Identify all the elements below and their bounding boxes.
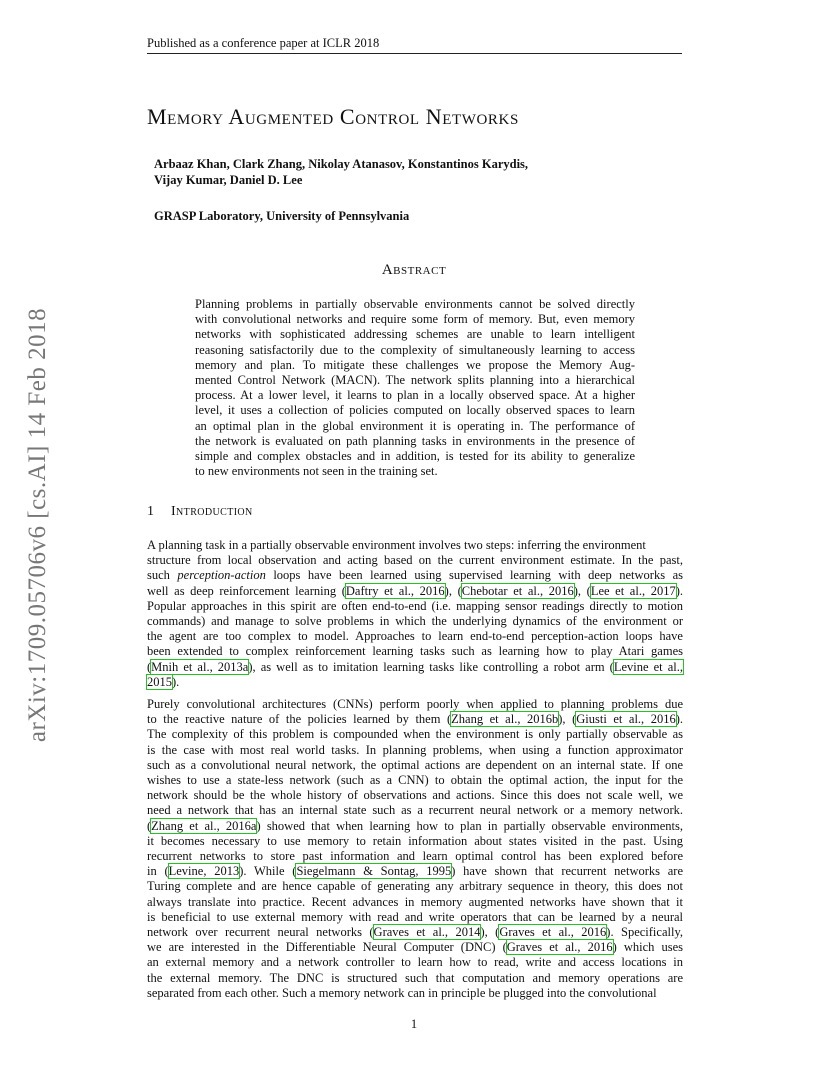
text-line: in (Levine, 2013). While (Siegelmann & Sontag, 1995) have shown that recurrent networks are [147, 864, 683, 879]
text-line: separated from each other. Such a memory network can in principle be plugged into the convolutional [147, 985, 657, 1000]
citation-link[interactable]: Siegelmann & Sontag, 1995 [296, 864, 452, 879]
text-line: need a network that has an internal state such as a recurrent neural network or a memory network. [147, 803, 683, 818]
abstract-line: simple and complex obstacles and in addition, is tested for its ability to generalize [195, 449, 635, 464]
section-title: Introduction [171, 504, 253, 519]
citation-link[interactable]: Giusti et al., 2016 [576, 712, 676, 727]
text-line: wishes to use a state-less network (such as a CNN) to obtain the optimal action, the input for the [147, 773, 683, 788]
text-line: is the case with most real world tasks. In planning problems, when using a function approximator [147, 742, 683, 757]
text-line: (Zhang et al., 2016a) showed that when learning how to plan in partially observable environments, [147, 818, 683, 833]
header-rule [147, 53, 682, 54]
text-line: Turing complete and are hence capable of generating any arbitrary sequence in theory, this does not [147, 879, 683, 894]
text-line: it becomes necessary to use memory to retain information about states visited in the past. Using [147, 833, 683, 848]
text-line: the agent are too complex to model. Approaches to learn end-to-end perception-action loops have [147, 629, 683, 644]
citation-link[interactable]: Graves et al., 2016 [499, 925, 607, 940]
text-line: commands) and manage to solve problems in which the underlying dynamics of the environment or [147, 614, 683, 629]
text-line: always translate into practice. Recent advances in memory augmented networks have shown that it [147, 894, 683, 909]
abstract-line: the network is evaluated on path planning tasks in environments in the presence of [195, 433, 635, 448]
abstract-heading: Abstract [381, 262, 447, 278]
paper-title: Memory Augmented Control Networks [147, 104, 519, 129]
text-line: to the reactive nature of the policies learned by them (Zhang et al., 2016b), (Giusti et al., 2016). [147, 712, 684, 727]
section-heading [147, 504, 253, 520]
text-line: we are interested in the Differentiable Neural Computer (DNC) (Graves et al., 2016) which uses [147, 940, 683, 955]
citation-link[interactable]: Graves et al., 2014 [373, 925, 481, 940]
abstract-line: memory and plan. To mitigate these challenges we propose the Memory Aug- [195, 357, 635, 372]
text-line: 2015). [147, 674, 180, 689]
text-line: such as a convolutional neural network, the optimal actions are dependent on an internal state. If one [147, 757, 683, 772]
citation-link[interactable]: Mnih et al., 2013a [151, 659, 249, 674]
text-line: been extended to complex reinforcement learning tasks such as learning how to play Atari games [147, 644, 683, 659]
citation-link[interactable]: Zhang et al., 2016a [151, 818, 257, 833]
text-line: recurrent networks to store past information and learn optimal control has been explored before [147, 849, 683, 864]
text-line: Purely convolutional architectures (CNNs) perform poorly when applied to planning problems due [147, 697, 683, 711]
citation-link[interactable]: Daftry et al., 2016 [345, 583, 445, 598]
author-line: Vijay Kumar, Daniel D. Lee [154, 173, 303, 187]
text-line: A planning task in a partially observable environment involves two steps: inferring the environment [147, 538, 646, 552]
citation-link[interactable]: Chebotar et al., 2016 [461, 583, 574, 598]
abstract-line: networks with sophisticated addressing schemes are unable to learn intelligent [195, 327, 635, 342]
text-line: the external memory. The DNC is structured such that computation and memory operations are [147, 970, 683, 985]
text-line: The complexity of this problem is compounded when the environment is only partially observable as [147, 727, 683, 742]
text-line: Popular approaches in this spirit are often end-to-end (i.e. mapping sensor readings directly to motion [147, 598, 683, 613]
abstract-line: Planning problems in partially observable environments cannot be solved directly [195, 297, 635, 311]
text-line: network should be the whole history of observations and actions. Since this does not scale well, we [147, 788, 683, 803]
paragraph [147, 538, 683, 690]
text-line: structure from local observation and acting based on the current environment estimate. In the past, [147, 553, 683, 568]
text-line: such perception-action loops have been learned using supervised learning with deep networks as [147, 568, 683, 583]
section-number: 1 [147, 504, 154, 519]
abstract-line: process. At a lower level, it learns to plan in a locally observed space. At a higher [195, 388, 635, 403]
citation-link[interactable]: 2015 [147, 674, 172, 689]
text-line: network over recurrent neural networks (Graves et al., 2014), (Graves et al., 2016). Specifically, [147, 925, 684, 940]
author-line: Arbaaz Khan, Clark Zhang, Nikolay Atanasov, Konstantinos Karydis, [154, 157, 529, 171]
text-line: is beneficial to use external memory with read and write operators that can be learned by a neural [147, 909, 683, 924]
abstract-line: mented Control Network (MACN). The network splits planning into a hierarchical [195, 373, 635, 388]
citation-link[interactable]: Lee et al., 2017 [590, 583, 676, 598]
abstract-line: with convolutional networks and require some form of memory. But, even memory [195, 312, 635, 327]
arxiv-identifier: arXiv:1709.05706v6 [cs.AI] 14 Feb 2018 [24, 307, 51, 743]
abstract-line: an optimal plan in the global environment it is operating in. The performance of [195, 418, 635, 433]
author-list [154, 156, 528, 188]
citation-link[interactable]: Levine et al., [613, 659, 684, 674]
abstract-body [195, 297, 635, 479]
page-number: 1 [410, 1017, 418, 1031]
affiliation: GRASP Laboratory, University of Pennsylvania [154, 209, 410, 223]
text-line: well as deep reinforcement learning (Daftry et al., 2016), (Chebotar et al., 2016), (Lee et al., 2017). [147, 583, 684, 598]
citation-link[interactable]: Levine, 2013 [168, 864, 240, 879]
running-header: Published as a conference paper at ICLR 2018 [147, 36, 380, 50]
text-line: (Mnih et al., 2013a), as well as to imitation learning tasks like controlling a robot arm (Levine et al., [147, 659, 684, 674]
abstract-line: to new environments not seen in the training set. [195, 464, 438, 479]
abstract-line: reasoning satisfactorily due to the complexity of simultaneously learning to access [195, 342, 635, 357]
paragraph [147, 697, 683, 1001]
citation-link[interactable]: Graves et al., 2016 [506, 940, 613, 955]
abstract-line: level, it uses a collection of policies computed on locally observed spaces to learn [195, 403, 635, 418]
citation-link[interactable]: Zhang et al., 2016b [451, 712, 559, 727]
text-line: an external memory and a network controller to learn how to read, write and access locations in [147, 955, 683, 970]
